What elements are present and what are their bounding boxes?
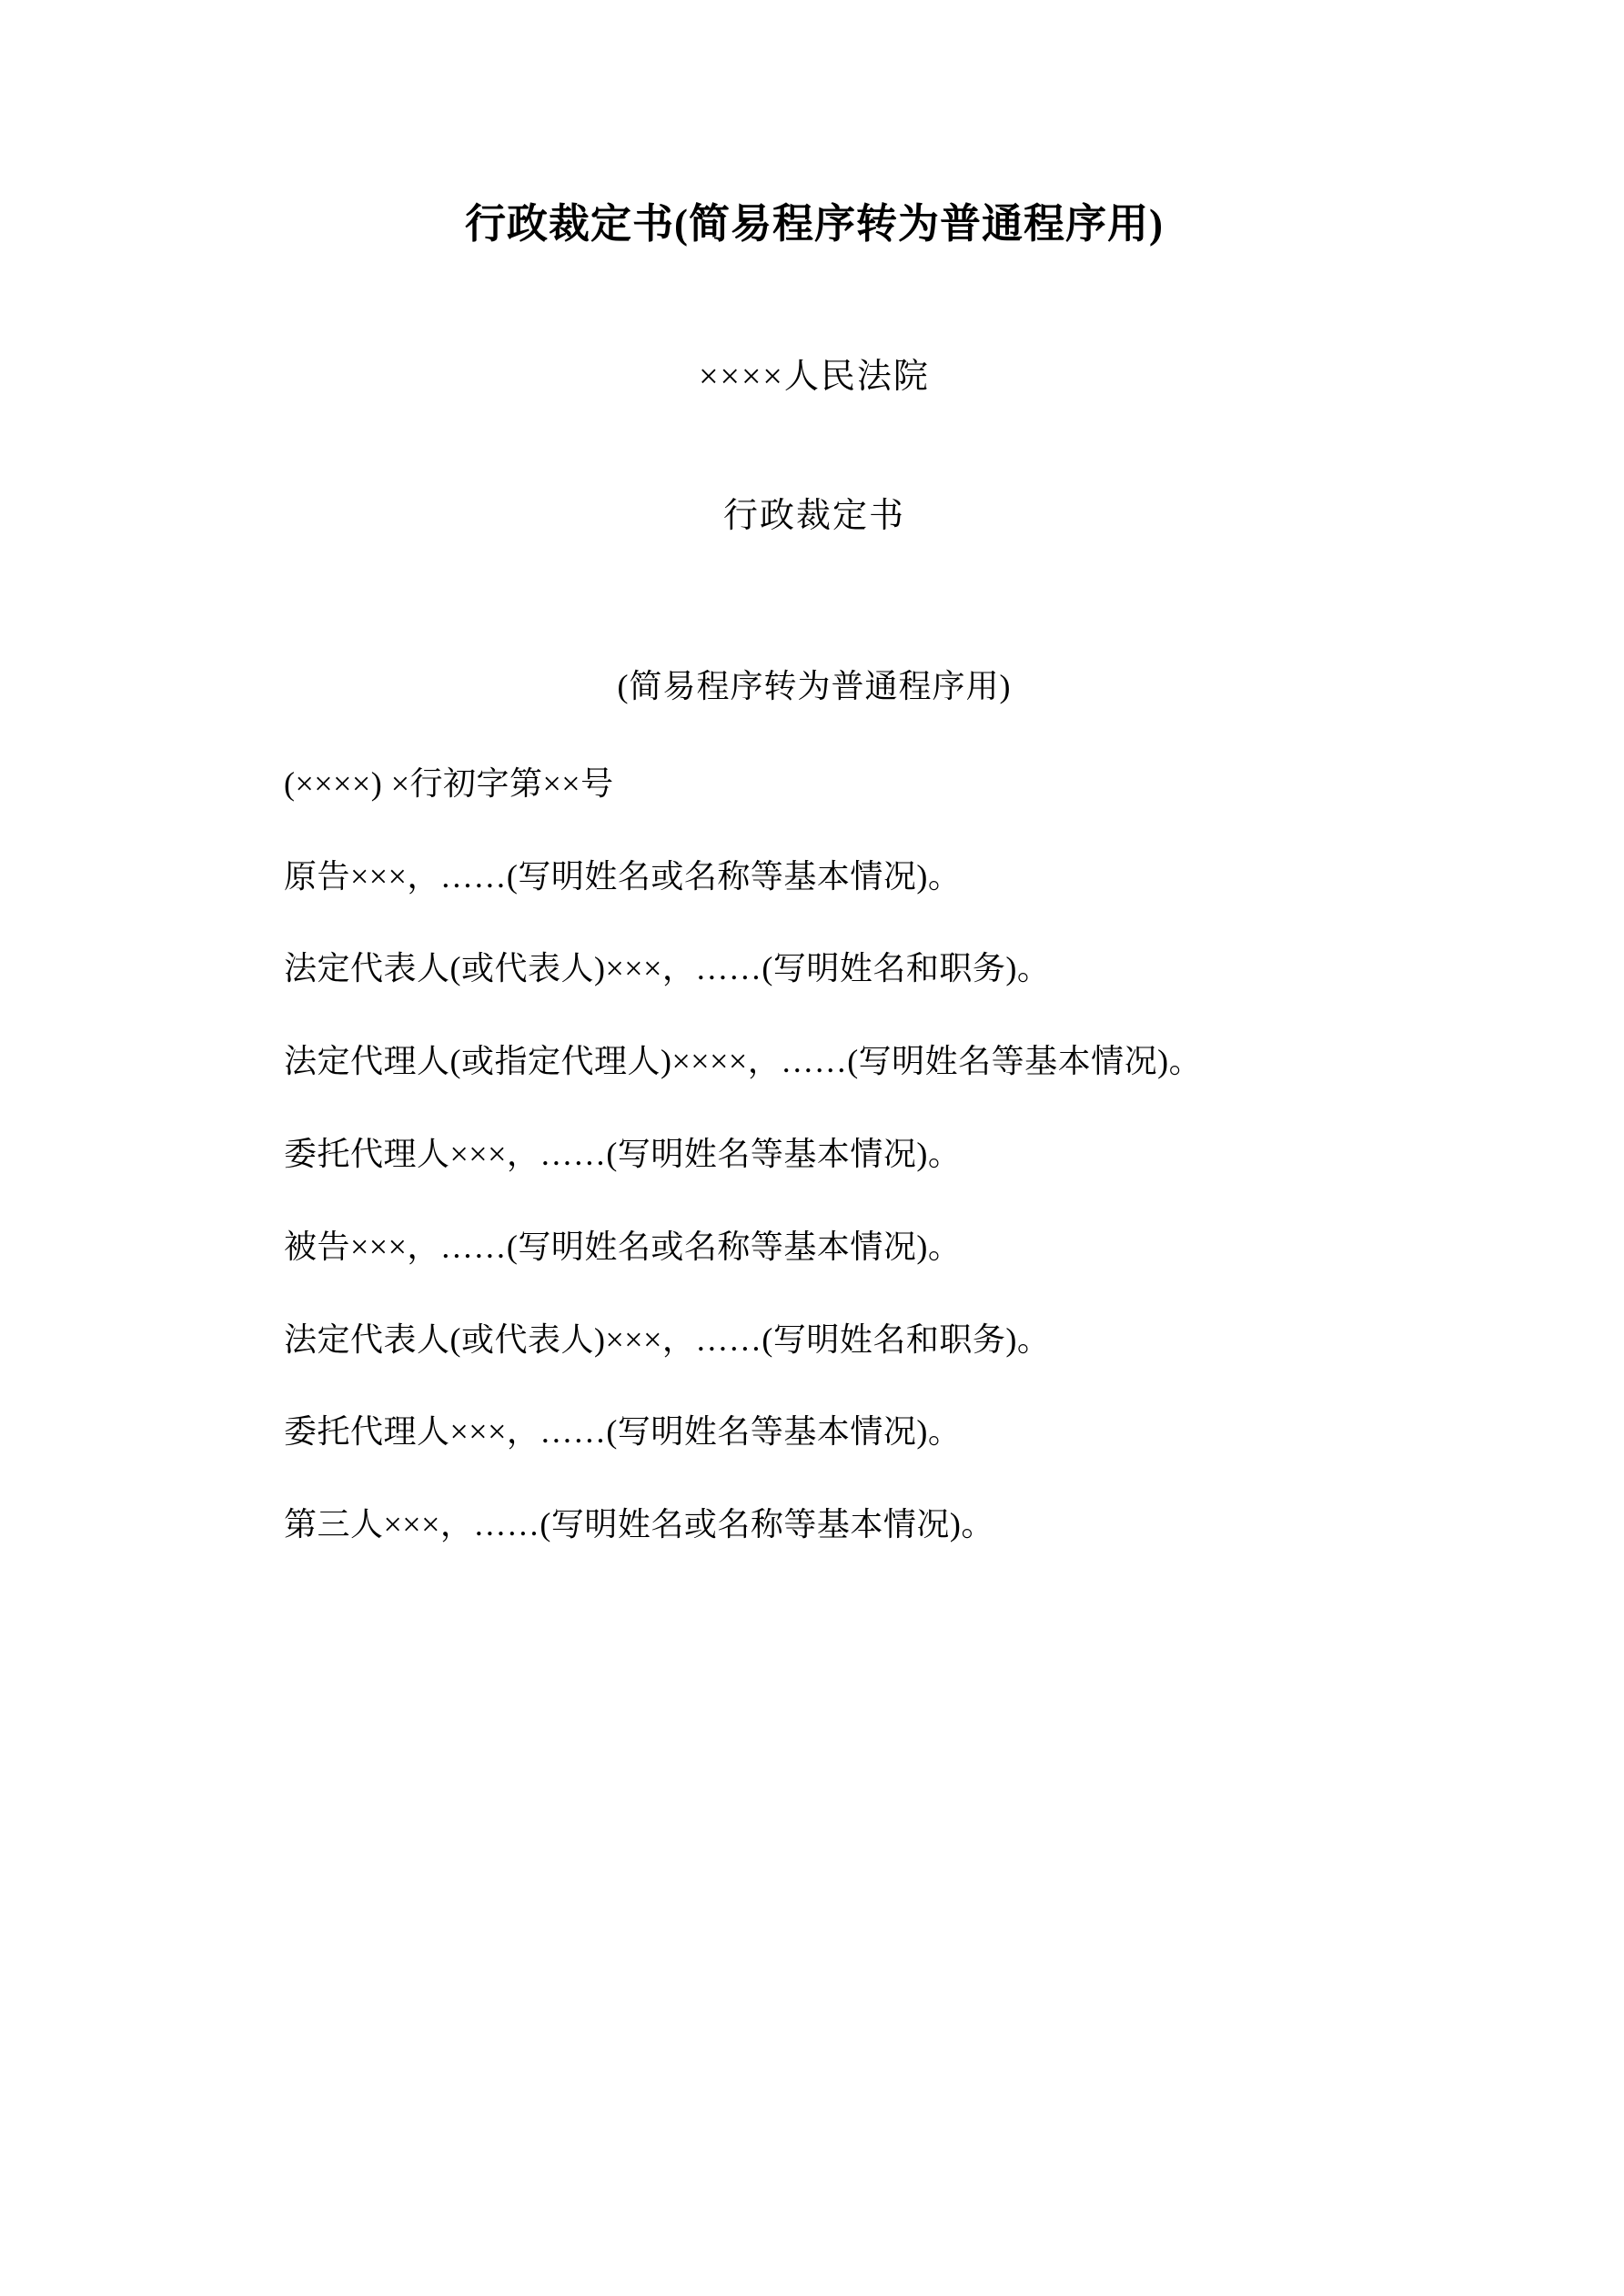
plaintiff-line: 原告×××，……(写明姓名或名称等基本情况)。 xyxy=(284,857,962,895)
document-subtitle: 行政裁定书 xyxy=(722,497,905,536)
defendant-entrusted-agent-line: 委托代理人×××，……(写明姓名等基本情况)。 xyxy=(284,1413,962,1451)
document-usage-note: (简易程序转为普通程序用) xyxy=(617,668,1012,705)
document-content xyxy=(218,0,1410,1551)
defendant-line: 被告×××，……(写明姓名或名称等基本情况)。 xyxy=(284,1228,962,1265)
third-party-line: 第三人×××，……(写明姓名或名称等基本情况)。 xyxy=(284,1506,994,1543)
court-name: ××××人民法院 xyxy=(699,358,930,396)
plaintiff-legal-agent-line: 法定代理人(或指定代理人)××××，……(写明姓名等基本情况)。 xyxy=(284,1043,1203,1080)
page-title: 行政裁定书(简易程序转为普通程序用) xyxy=(465,201,1164,247)
defendant-legal-representative-line: 法定代表人(或代表人)×××，……(写明姓名和职务)。 xyxy=(284,1320,1051,1358)
plaintiff-entrusted-agent-line: 委托代理人×××，……(写明姓名等基本情况)。 xyxy=(284,1135,962,1172)
case-number: (××××) ×行初字第××号 xyxy=(284,764,614,802)
plaintiff-legal-representative-line: 法定代表人(或代表人)×××，……(写明姓名和职务)。 xyxy=(284,950,1051,987)
